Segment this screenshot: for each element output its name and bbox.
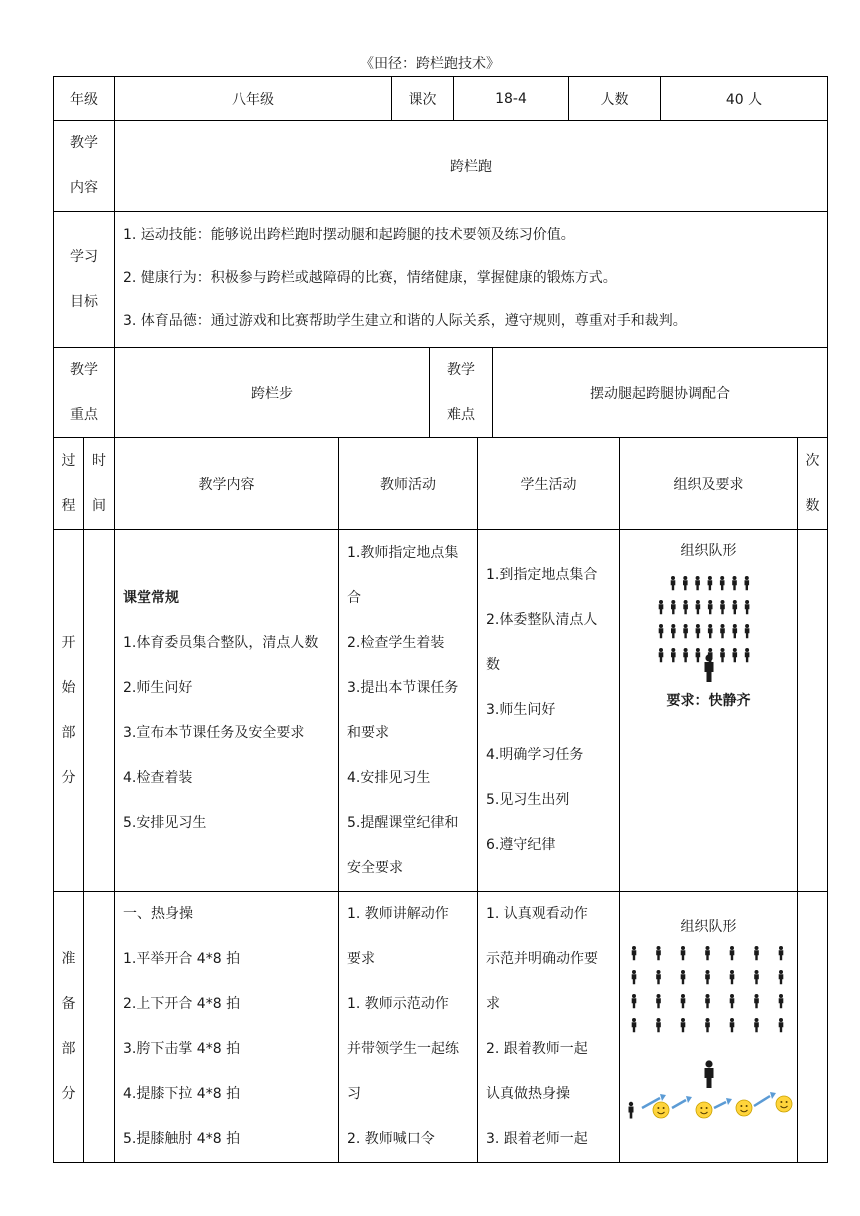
prep-student-line: 认真做热身操 (486, 1086, 570, 1102)
prep-teacher-line: 并带领学生一起练 (347, 1041, 459, 1057)
start-org (620, 530, 798, 891)
prep-student-line: 示范并明确动作要 (486, 951, 598, 967)
start-teacher (339, 530, 478, 891)
prep-phase-char: 备 (61, 996, 76, 1012)
prep-phase-label (54, 892, 84, 1162)
prep-teacher-line: 2. 教师喊口令 (347, 1131, 435, 1147)
start-content-item: 1.体育委员集合整队，清点人数 (123, 635, 319, 651)
col-time-2: 间 (92, 497, 106, 514)
key-label-1: 教学 (70, 361, 98, 378)
col-time-1: 时 (92, 452, 106, 469)
student-figure-icon (745, 648, 750, 662)
start-content-item: 4.检查着装 (123, 770, 193, 786)
grade-label: 年级 (54, 77, 115, 120)
prep-student-line: 3. 跟着老师一起 (486, 1131, 588, 1147)
start-student-line: 3.师生问好 (486, 702, 556, 718)
student-figure-icon (745, 576, 750, 590)
prep-org (620, 892, 798, 1162)
start-teacher-line: 5.提醒课堂纪律和 (347, 815, 459, 831)
student-figure-icon (683, 576, 688, 590)
col-times-1: 次 (805, 452, 820, 469)
student-figure-icon (730, 946, 735, 960)
student-figure-icon (671, 648, 676, 662)
student-formation-diagram (620, 560, 798, 690)
student-figure-icon (705, 946, 710, 960)
goals-label-1: 学习 (70, 248, 98, 265)
smiley-icon (653, 1102, 669, 1118)
prep-content-line: 2.上下开合 4*8 拍 (123, 996, 241, 1012)
student-figure-icon (632, 994, 637, 1008)
student-figure-icon (779, 946, 784, 960)
prep-teacher-line: 1. 教师讲解动作 (347, 906, 449, 922)
start-phase-char: 分 (61, 769, 76, 786)
prep-content-line: 5.提膝触肘 4*8 拍 (123, 1131, 241, 1147)
start-teacher-line: 4.安排见习生 (347, 770, 431, 786)
prep-teacher (339, 892, 478, 1162)
prep-student (478, 892, 620, 1162)
smiley-icon (776, 1096, 792, 1112)
runner-figure-icon (629, 1102, 634, 1119)
col-times-2: 数 (805, 497, 820, 514)
col-process (54, 438, 84, 529)
prep-student-line: 2. 跟着教师一起 (486, 1041, 588, 1057)
goals-list (115, 212, 827, 347)
student-figure-icon (671, 624, 676, 638)
start-student-line: 1.到指定地点集合 (486, 567, 598, 583)
document-title: 《田径：跨栏跑技术》 (360, 56, 500, 72)
student-figure-icon (696, 600, 701, 614)
lesson-value: 18-4 (454, 77, 569, 120)
student-figure-icon (695, 576, 700, 590)
prep-student-line: 求 (486, 996, 500, 1012)
start-student-line: 5.见习生出列 (486, 792, 570, 808)
start-content-title: 课堂常规 (123, 590, 179, 606)
count-value: 40 人 (725, 91, 763, 108)
key-label-2: 重点 (70, 406, 98, 423)
start-student-line: 4.明确学习任务 (486, 747, 584, 763)
arrow-icon (714, 1098, 732, 1108)
prep-phase-char: 准 (61, 951, 76, 967)
student-figure-icon (754, 994, 759, 1008)
prep-teacher-line: 要求 (347, 951, 375, 967)
warmup-formation-diagram (620, 936, 798, 1136)
student-figure-icon (681, 994, 686, 1008)
student-figure-icon (696, 648, 701, 662)
student-figure-icon (632, 1018, 637, 1032)
student-figure-icon (681, 946, 686, 960)
start-org-title: 组织队形 (680, 543, 737, 559)
start-teacher-line: 安全要求 (347, 860, 403, 876)
goals-row (53, 212, 828, 348)
student-figure-icon (656, 946, 661, 960)
start-teacher-line: 1.教师指定地点集 (347, 545, 459, 561)
goals-label (54, 212, 115, 347)
goals-label-2: 目标 (70, 293, 98, 310)
prep-phase-char: 分 (61, 1086, 76, 1102)
column-header-row (53, 438, 828, 530)
smiley-icon (696, 1102, 712, 1118)
student-figure-icon (671, 600, 676, 614)
start-content (115, 530, 339, 891)
goal-item: 3. 体育品德：通过游戏和比赛帮助学生建立和谐的人际关系，遵守规则，尊重对手和裁判。 (123, 313, 687, 329)
smiley-icon (736, 1100, 752, 1116)
key-label (54, 348, 115, 437)
student-figure-icon (732, 576, 737, 590)
header-row (53, 76, 828, 121)
start-student (478, 530, 620, 891)
student-figure-icon (720, 648, 725, 662)
start-times-cell (798, 530, 827, 891)
student-figure-icon (745, 624, 750, 638)
col-content: 教学内容 (115, 438, 339, 529)
student-figure-icon (683, 648, 688, 662)
col-process-2: 程 (61, 497, 76, 514)
col-time (84, 438, 115, 529)
start-teacher-line: 和要求 (347, 725, 389, 741)
prep-phase-char: 部 (61, 1041, 76, 1057)
start-teacher-line: 合 (347, 590, 361, 606)
prep-times-cell (798, 892, 827, 1162)
prep-content-line: 1.平举开合 4*8 拍 (123, 951, 241, 967)
student-figure-icon (659, 624, 664, 638)
student-figure-icon (720, 600, 725, 614)
key-value: 跨栏步 (115, 348, 430, 437)
student-figure-icon (754, 970, 759, 984)
student-figure-icon (659, 648, 664, 662)
student-figure-icon (659, 600, 664, 614)
student-figure-icon (720, 576, 725, 590)
running-route (629, 1092, 793, 1119)
content-row (53, 121, 828, 212)
student-grid (632, 946, 784, 1032)
difficulty-label-2: 难点 (447, 406, 475, 423)
prep-content-line: 3.胯下击掌 4*8 拍 (123, 1041, 241, 1057)
student-figure-icon (681, 1018, 686, 1032)
count-label: 人数 (569, 77, 661, 120)
start-phase-char: 始 (61, 679, 76, 696)
student-figure-icon (632, 946, 637, 960)
student-figure-icon (656, 1018, 661, 1032)
student-figure-icon (656, 994, 661, 1008)
student-figure-icon (705, 994, 710, 1008)
student-figure-icon (730, 994, 735, 1008)
content-label-1: 教学 (70, 135, 98, 151)
start-teacher-line: 3.提出本节课任务 (347, 680, 459, 696)
start-phase-label (54, 530, 84, 891)
content-value: 跨栏跑 (450, 159, 492, 175)
start-teacher-line: 2.检查学生着装 (347, 635, 445, 651)
goal-item: 2. 健康行为：积极参与跨栏或越障碍的比赛，情绪健康，掌握健康的锻炼方式。 (123, 270, 617, 286)
student-figure-icon (779, 970, 784, 984)
student-figure-icon (733, 624, 738, 638)
start-phase-row (53, 530, 828, 892)
student-figure-icon (708, 576, 713, 590)
teacher-figure-icon (705, 654, 714, 682)
lesson-plan-table (53, 76, 828, 1163)
arrow-icon (754, 1092, 776, 1106)
start-org-requirement: 要求：快静齐 (666, 693, 751, 709)
start-student-line: 数 (486, 657, 500, 673)
student-figure-icon (683, 624, 688, 638)
student-figure-icon (733, 600, 738, 614)
start-content-item: 5.安排见习生 (123, 815, 207, 831)
student-figure-icon (656, 970, 661, 984)
student-figure-icon (696, 624, 701, 638)
start-student-line: 2.体委整队清点人 (486, 612, 598, 628)
teacher-figure-icon (705, 1060, 714, 1088)
content-label-2: 内容 (70, 180, 98, 196)
content-label (54, 121, 115, 211)
student-grid (659, 576, 750, 662)
goal-item: 1. 运动技能：能够说出跨栏跑时摆动腿和起跨腿的技术要领及练习价值。 (123, 227, 575, 243)
difficulty-value: 摆动腿起跨腿协调配合 (590, 385, 730, 402)
student-figure-icon (705, 1018, 710, 1032)
student-figure-icon (632, 970, 637, 984)
col-times (798, 438, 827, 529)
prep-teacher-line: 1. 教师示范动作 (347, 996, 449, 1012)
arrow-icon (672, 1096, 692, 1108)
col-teacher: 教师活动 (339, 438, 478, 529)
student-figure-icon (779, 1018, 784, 1032)
prep-content-line: 一、热身操 (123, 906, 193, 922)
student-figure-icon (720, 624, 725, 638)
prep-time-cell (84, 892, 115, 1162)
prep-org-title: 组织队形 (680, 919, 737, 935)
student-figure-icon (745, 600, 750, 614)
col-student: 学生活动 (478, 438, 620, 529)
start-phase-char: 开 (61, 634, 76, 651)
student-figure-icon (681, 970, 686, 984)
student-figure-icon (754, 1018, 759, 1032)
student-figure-icon (779, 994, 784, 1008)
student-figure-icon (705, 970, 710, 984)
student-figure-icon (730, 970, 735, 984)
prep-content (115, 892, 339, 1162)
student-figure-icon (708, 624, 713, 638)
grade-value: 八年级 (115, 77, 392, 120)
prep-student-line: 1. 认真观看动作 (486, 906, 588, 922)
start-content-item: 2.师生问好 (123, 680, 193, 696)
difficulty-label-1: 教学 (447, 361, 475, 378)
lesson-label: 课次 (392, 77, 454, 120)
prep-content-line: 4.提膝下拉 4*8 拍 (123, 1086, 241, 1102)
col-org: 组织及要求 (620, 438, 798, 529)
difficulty-label (430, 348, 493, 437)
student-figure-icon (754, 946, 759, 960)
start-content-item: 3.宣布本节课任务及安全要求 (123, 725, 305, 741)
student-figure-icon (671, 576, 676, 590)
student-figure-icon (733, 648, 738, 662)
key-row (53, 348, 828, 438)
prep-teacher-line: 习 (347, 1086, 361, 1102)
start-time-cell (84, 530, 115, 891)
student-figure-icon (730, 1018, 735, 1032)
start-phase-char: 部 (61, 724, 76, 741)
start-student-line: 6.遵守纪律 (486, 837, 556, 853)
prep-phase-row (53, 892, 828, 1163)
col-process-1: 过 (61, 452, 76, 469)
student-figure-icon (708, 600, 713, 614)
student-figure-icon (683, 600, 688, 614)
